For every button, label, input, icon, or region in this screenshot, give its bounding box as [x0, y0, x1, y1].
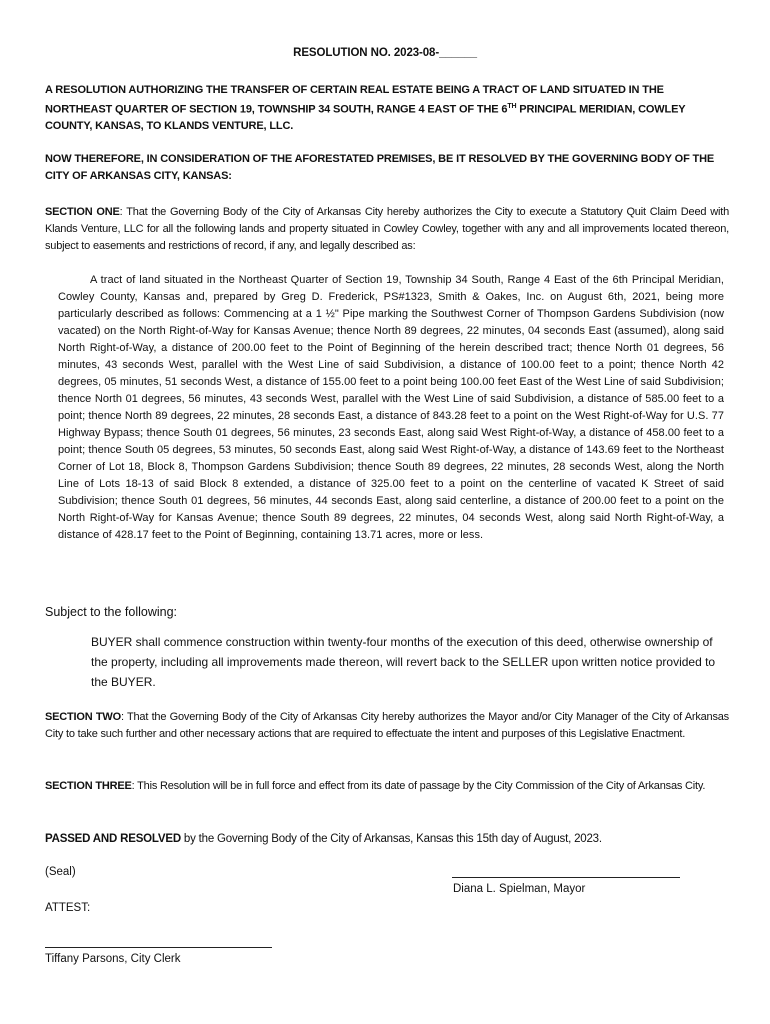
- resolved-clause: NOW THEREFORE, IN CONSIDERATION OF THE AFORESTATED PREMISES, BE IT RESOLVED BY THE GOVERNING BODY OF THE CITY OF ARKANSAS CITY, KANSAS:: [45, 153, 715, 182]
- section-two: [45, 709, 729, 743]
- section-three-text: : This Resolution will be in full force and effect from its date of passage by the City Commission of the City of Arkansas City.: [131, 780, 706, 792]
- subject-heading: Subject to the following:: [45, 605, 178, 619]
- heading-superscript: TH: [507, 102, 517, 110]
- heading-text-part1: A RESOLUTION AUTHORIZING THE TRANSFER OF CERTAIN REAL ESTATE BEING A TRACT OF LAND SITUATED IN THE NORTHEAST QUARTER OF SECTION 19, TOWNSHIP 34 SOUTH, RANGE 4 EAST OF THE 6: [45, 84, 664, 116]
- resolution-title: RESOLUTION NO. 2023-08-______: [293, 47, 477, 59]
- attest-label: ATTEST:: [45, 902, 91, 914]
- section-one: [45, 204, 729, 255]
- subject-condition: BUYER shall commence construction within twenty-four months of the execution of this deed, otherwise ownership of the property, including all improvements made thereon, will revert back to the SELLER upon written notice provided to the BUYER.: [91, 635, 716, 689]
- mayor-name: Diana L. Spielman, Mayor: [453, 883, 586, 895]
- passed-and-resolved: [45, 831, 729, 848]
- section-three-label: SECTION THREE: [45, 780, 132, 792]
- seal-label: (Seal): [45, 866, 76, 878]
- heading-text-part2: PRINCIPAL MERIDIAN, COWLEY COUNTY, KANSAS, TO KLANDS VENTURE, LLC.: [45, 103, 686, 132]
- passed-text: by the Governing Body of the City of Arkansas, Kansas this 15th day of August, 2023.: [180, 833, 602, 845]
- clerk-name: Tiffany Parsons, City Clerk: [45, 953, 181, 965]
- legal-description: A tract of land situated in the Northeast Quarter of Section 19, Township 34 South, Range 4 East of the 6th Principal Meridian, Cowley County, Kansas and, prepared by Greg D. Frederick, PS#1323, Smith & Oakes, Inc. on August 6th, 2021, being more particularly described as follows: Commencing at a 1 ½" Pipe marking the Southwest Corner of Thompson Gardens Subdivision (now vacated) on the North Right-of-Way for Kansas Avenue; thence North 89 degrees, 22 minutes, 04 seconds East (assumed), along said North Right-of-Way, a distance of 200.00 feet to the Point of Beginning of the herein described tract; thence North 01 degrees, 56 minutes, 43 seconds West, parallel with the West Line of said Subdivision, a distance of 100.00 feet to a point; thence North 42 degrees, 05 minutes, 51 seconds West, a distance of 155.00 feet to a point being 100.00 feet East of the West Line of said Subdivision; thence North 01 degrees, 56 minutes, 43 seconds West, parallel with the West Line of said Subdivision, a distance of 585.00 feet to a point; thence North 89 degrees, 22 minutes, 28 seconds East, a distance of 843.28 feet to a point on the West Right-of-Way for U.S. 77 Highway Bypass; thence South 01 degrees, 56 minutes, 23 seconds East, along said West Right-of-Way, a distance of 458.00 feet to a point; thence South 05 degrees, 53 minutes, 50 seconds East, along said West Right-of-Way, a distance of 143.69 feet to the Northeast Corner of Lot 18, Block 8, Thompson Gardens Subdivision; thence South 89 degrees, 22 minutes, 28 seconds West, along the North Line of Lots 18-13 of said Block 8 extended, a distance of 325.00 feet to a point on the centerline of vacated K Street of said Subdivision; thence South 01 degrees, 56 minutes, 44 seconds East, along said centerline, a distance of 200.00 feet to a point on the North Right-of-Way for Kansas Avenue; thence South 89 degrees, 22 minutes, 04 seconds West, along said North Right-of-Way, a distance of 428.17 feet to the Point of Beginning, containing 13.71 acres, more or less.: [58, 274, 724, 541]
- section-two-label: SECTION TWO: [45, 711, 121, 723]
- section-three: [45, 778, 729, 795]
- section-one-label: SECTION ONE: [45, 206, 120, 218]
- resolution-heading: [45, 82, 730, 134]
- section-two-text: : That the Governing Body of the City of Arkansas City hereby authorizes the Mayor and/or City Manager of the City of Arkansas City to take such further and other necessary actions that are required to effectuate the intent and purposes of this Legislative Enactment.: [45, 711, 729, 740]
- passed-label: PASSED AND RESOLVED: [45, 833, 181, 845]
- mayor-signature-line: [452, 877, 680, 878]
- clerk-signature-line: [45, 947, 272, 948]
- section-one-text: : That the Governing Body of the City of Arkansas City hereby authorizes the City to execute a Statutory Quit Claim Deed with Klands Venture, LLC for all the following lands and property situated in Cowley Cowley, together with any and all improvements located thereon, subject to easements and restrictions of record, if any, and legally described as:: [45, 206, 729, 252]
